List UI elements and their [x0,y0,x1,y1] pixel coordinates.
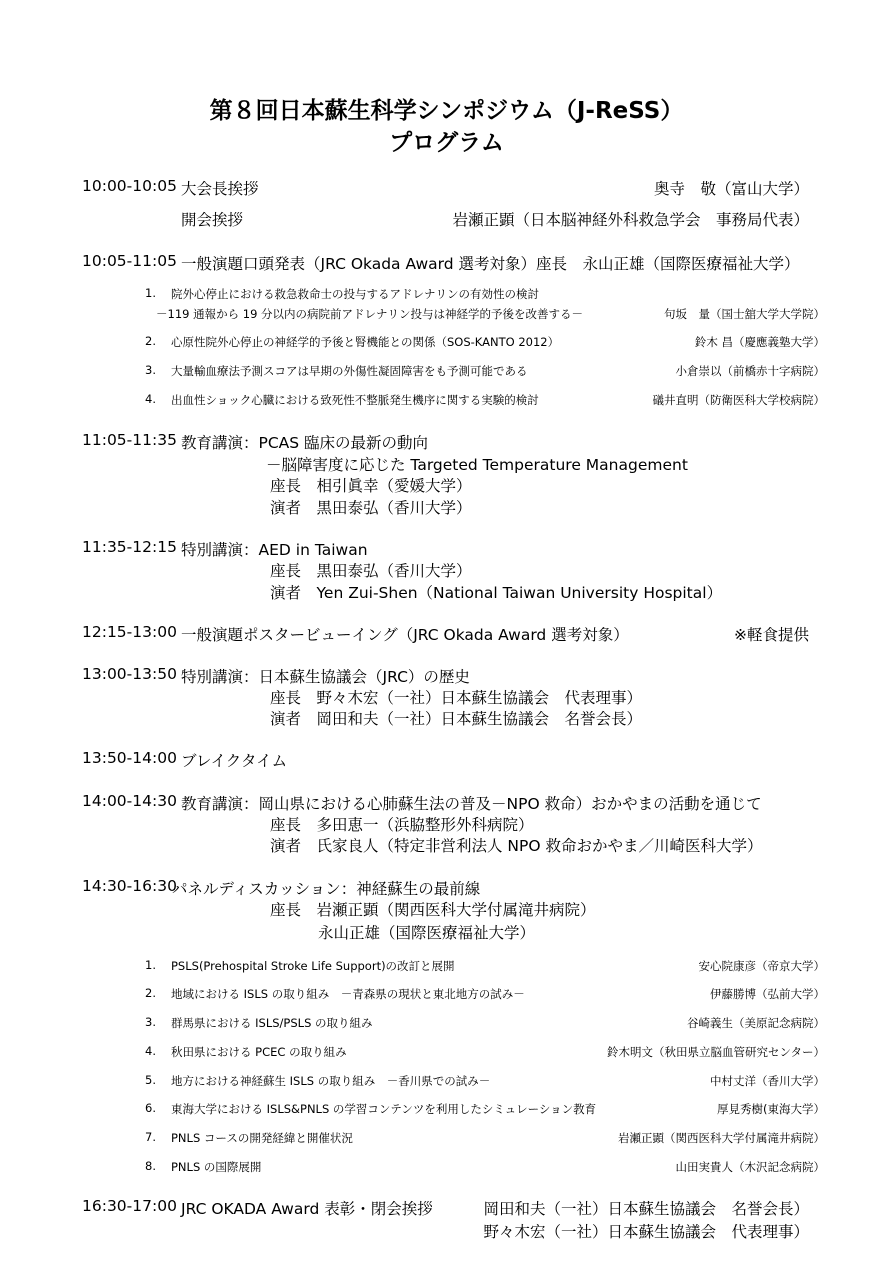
s9-item-num: 7. [145,1130,156,1144]
s9-item-author: 谷崎義生（美原記念病院） [687,1016,825,1030]
s2-item-num: 4. [145,392,156,406]
s2-item-text: 心原性院外心停止の神経学的予後と腎機能との関係（SOS-KANTO 2012） [171,335,560,349]
s9-item-num: 3. [145,1015,156,1029]
s10-person: 岡田和夫（一社）日本蘇生協議会 名誉会長） [483,1200,809,1218]
s2-item-author: 小倉崇以（前橋赤十字病院） [675,364,825,378]
s9-item-text: 地域における ISLS の取り組み －青森県の現状と東北地方の試み－ [171,987,525,1001]
s8-speaker: 演者 氏家良人（特定非営利法人 NPO 救命おかやま／川崎医科大学） [270,837,763,855]
page-title: 第８回日本蘇生科学シンポジウム（J-ReSS） [209,98,684,124]
s7-label: ブレイクタイム [181,752,288,770]
s9-item-author: 鈴木明文（秋田県立脳血管研究センター） [606,1045,825,1059]
s8-label: 教育講演：岡山県における心肺蘇生法の普及－NPO 救命）おかやまの活動を通じて [181,795,762,813]
s6-speaker: 演者 岡田和夫（一社）日本蘇生協議会 名誉会長） [270,710,643,728]
s6-chair: 座長 野々木宏（一社）日本蘇生協議会 代表理事） [270,689,643,707]
s9-item-num: 5. [145,1073,156,1087]
s9-item-author: 伊藤勝博（弘前大学） [710,987,825,1001]
s1-label: 大会長挨拶 [181,180,259,198]
s4-label: 特別講演：AED in Taiwan [181,541,368,559]
s2-item-text: 院外心停止における救急救命士の投与するアドレナリンの有効性の検討 [171,287,539,301]
s3-time: 11:05-11:35 [82,431,177,449]
s10-label: JRC OKADA Award 表彰・閉会挨拶 [181,1200,433,1218]
s1-person: 奥寺 敬（富山大学） [653,180,809,198]
s2-item-author: 鈴木 昌（慶應義塾大学） [694,335,825,349]
s2-item-num: 2. [145,334,156,348]
s1-time: 10:00-10:05 [82,177,177,195]
s9-item-author: 中村丈洋（香川大学） [710,1074,825,1088]
s3-label: 教育講演：PCAS 臨床の最新の動向 [181,434,429,452]
s9-item-text: 群馬県における ISLS/PSLS の取り組み [171,1016,373,1030]
s6-time: 13:00-13:50 [82,665,177,683]
s9-item-text: PNLS コースの開発経緯と開催状況 [171,1131,353,1145]
s9-item-num: 1. [145,958,156,972]
s1-label2: 開会挨拶 [181,211,244,229]
s2-title: 一般演題口頭発表（JRC Okada Award 選考対象）座長 永山正雄（国際医療福祉大学） [181,255,800,273]
s9-item-text: 東海大学における ISLS&PNLS の学習コンテンツを利用したシミュレーション教育 [171,1102,597,1116]
s7-time: 13:50-14:00 [82,749,177,767]
s1-person2: 岩瀬正顕（日本脳神経外科救急学会 事務局代表） [452,211,809,229]
s5-note: ※軽食提供 [734,626,809,644]
s9-time: 14:30-16:30 [82,877,177,895]
s4-time: 11:35-12:15 [82,538,177,556]
s9-item-num: 4. [145,1044,156,1058]
s9-item-text: PSLS(Prehospital Stroke Life Support)の改訂と展開 [171,959,455,973]
s8-chair: 座長 多田恵一（浜脇整形外科病院） [270,816,534,834]
s9-item-author: 厚見秀樹(東海大学） [717,1102,825,1116]
s9-item-num: 2. [145,986,156,1000]
s2-item-num: 3. [145,363,156,377]
s2-item-num: 1. [145,286,156,300]
s2-item-text: 出血性ショック心臓における致死性不整脈発生機序に関する実験的検討 [171,393,539,407]
s9-item-author: 安心院康彦（帝京大学） [698,959,825,973]
s2-item-author: 礒井直明（防衛医科大学校病院） [652,393,825,407]
s9-label: パネルディスカッション：神経蘇生の最前線 [172,880,481,898]
s3-chair: 座長 相引眞幸（愛媛大学） [270,477,472,495]
s8-time: 14:00-14:30 [82,792,177,810]
s2-item-text: 大量輸血療法予測スコアは早期の外傷性凝固障害をも予測可能である [171,364,528,378]
s9-chair: 座長 岩瀬正顕（関西医科大学付属滝井病院） [270,901,596,919]
s3-sub: －脳障害度に応じた Targeted Temperature Management [266,456,688,474]
s2-time: 10:05-11:05 [82,252,177,270]
s10-person2: 野々木宏（一社）日本蘇生協議会 代表理事） [483,1223,809,1241]
s10-time: 16:30-17:00 [82,1197,177,1215]
s5-label: 一般演題ポスタービューイング（JRC Okada Award 選考対象） [181,626,629,644]
s9-item-num: 8. [145,1159,156,1173]
page-subtitle: プログラム [389,130,504,156]
s2-item-author: 句坂 量（国士舘大学大学院） [664,307,825,321]
s9-item-text: 地方における神経蘇生 ISLS の取り組み －香川県での試み－ [171,1074,491,1088]
s3-speaker: 演者 黒田泰弘（香川大学） [270,499,472,517]
s9-chair2: 永山正雄（国際医療福祉大学） [318,924,536,942]
s6-label: 特別講演：日本蘇生協議会（JRC）の歴史 [181,668,470,686]
s4-speaker: 演者 Yen Zui-Shen（National Taiwan University Hospital） [270,584,723,602]
s5-time: 12:15-13:00 [82,623,177,641]
s9-item-author: 岩瀬正顕（関西医科大学付属滝井病院） [618,1131,825,1145]
s2-item-subtext: －119 通報から 19 分以内の病院前アドレナリン投与は神経学的予後を改善する－ [156,307,584,321]
s9-item-text: 秋田県における PCEC の取り組み [171,1045,347,1059]
s9-item-text: PNLS の国際展開 [171,1160,262,1174]
s4-chair: 座長 黒田泰弘（香川大学） [270,562,472,580]
s9-item-num: 6. [145,1101,156,1115]
s9-item-author: 山田実貴人（木沢記念病院） [675,1160,825,1174]
